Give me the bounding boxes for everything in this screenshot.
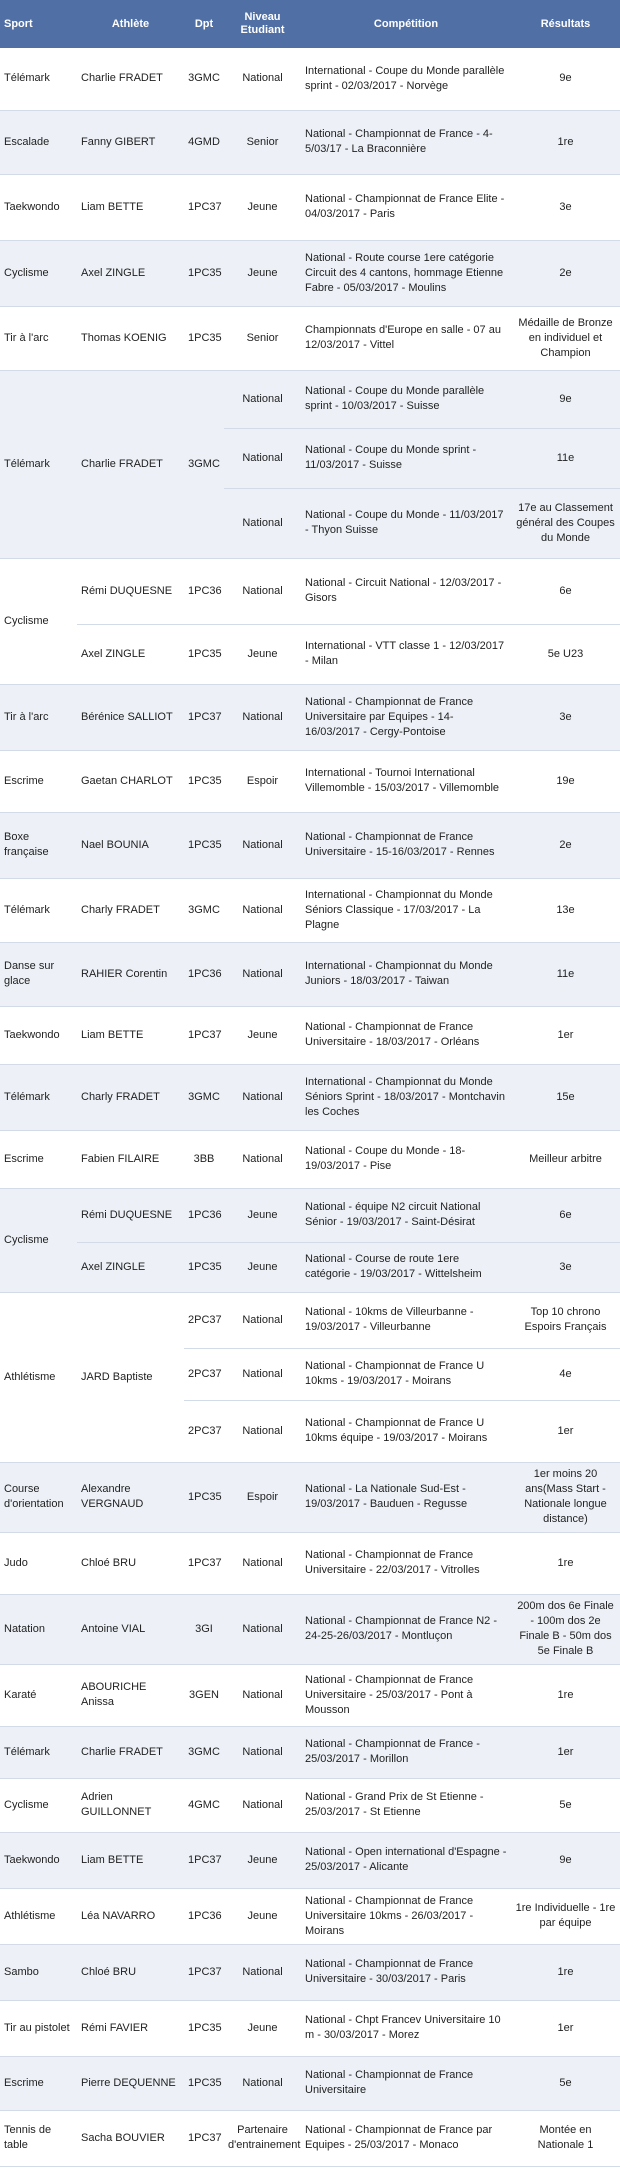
cell-athlete: ABOURICHE Anissa (77, 1664, 184, 1726)
table-row (0, 1188, 620, 1242)
cell-athlete: Liam BETTE (77, 1832, 184, 1888)
cell-dpt: 3GMC (184, 48, 224, 110)
cell-competition: National - 10kms de Villeurbanne - 19/03/2017 - Villeurbanne (301, 1292, 511, 1348)
cell-competition: National - Championnat de France Universitaire par Equipes - 14-16/03/2017 - Cergy-Pontoise (301, 684, 511, 750)
cell-result: 1re Individuelle - 1re par équipe (511, 1888, 620, 1944)
cell-athlete: Rémi FAVIER (77, 2000, 184, 2056)
cell-athlete: Léa NAVARRO (77, 1888, 184, 1944)
cell-niveau: Jeune (224, 624, 301, 684)
cell-sport: Natation (0, 1594, 77, 1664)
table-row (0, 2110, 620, 2166)
table-row (0, 1594, 620, 1664)
cell-result: 11e (511, 942, 620, 1006)
cell-dpt: 1PC37 (184, 1532, 224, 1594)
cell-competition: International - Tournoi International Villemomble - 15/03/2017 - Villemomble (301, 750, 511, 812)
cell-result: 15e (511, 1064, 620, 1130)
cell-niveau: National (224, 1130, 301, 1188)
cell-competition: National - Championnat de France Elite - 04/03/2017 - Paris (301, 174, 511, 240)
cell-result: 19e (511, 750, 620, 812)
cell-dpt: 2PC37 (184, 1292, 224, 1348)
cell-niveau: National (224, 1664, 301, 1726)
cell-sport: Tir au pistolet (0, 2000, 77, 2056)
table-row (0, 240, 620, 306)
cell-niveau: National (224, 942, 301, 1006)
cell-competition: Championnats d'Europe en salle - 07 au 12/03/2017 - Vittel (301, 306, 511, 370)
cell-sport: Course d'orientation (0, 1462, 77, 1532)
table-row (0, 174, 620, 240)
cell-sport: Tir à l'arc (0, 306, 77, 370)
header-competition: Compétition (301, 0, 511, 48)
cell-result: 2e (511, 812, 620, 878)
cell-competition: National - Circuit National - 12/03/2017 - Gisors (301, 558, 511, 624)
cell-niveau: National (224, 1348, 301, 1400)
cell-athlete: Gaetan CHARLOT (77, 750, 184, 812)
cell-result: 200m dos 6e Finale - 100m dos 2e Finale B - 50m dos 5e Finale B (511, 1594, 620, 1664)
header-niveau: Niveau Etudiant (224, 0, 301, 48)
cell-sport: Taekwondo (0, 174, 77, 240)
cell-competition: International - VTT classe 1 - 12/03/2017 - Milan (301, 624, 511, 684)
cell-niveau: National (224, 2056, 301, 2110)
cell-sport: Sambo (0, 1944, 77, 2000)
cell-dpt: 1PC37 (184, 174, 224, 240)
cell-result: 11e (511, 428, 620, 488)
cell-athlete: Pierre DEQUENNE (77, 2056, 184, 2110)
cell-niveau: Senior (224, 306, 301, 370)
cell-sport: Boxe française (0, 812, 77, 878)
cell-athlete: Axel ZINGLE (77, 624, 184, 684)
cell-niveau: National (224, 1532, 301, 1594)
cell-athlete: Thomas KOENIG (77, 306, 184, 370)
cell-result: Montée en Nationale 1 (511, 2110, 620, 2166)
cell-sport: Télémark (0, 48, 77, 110)
cell-dpt: 1PC37 (184, 1944, 224, 2000)
cell-dpt: 1PC35 (184, 1462, 224, 1532)
cell-sport: Taekwondo (0, 1006, 77, 1064)
header-sport: Sport (0, 0, 77, 48)
cell-competition: National - Open international d'Espagne - 25/03/2017 - Alicante (301, 1832, 511, 1888)
cell-result: 1re (511, 1944, 620, 2000)
table-row (0, 1778, 620, 1832)
cell-result: 2e (511, 240, 620, 306)
table-row (0, 1064, 620, 1130)
table-row (0, 750, 620, 812)
cell-competition: National - Championnat de France par Equipes - 25/03/2017 - Monaco (301, 2110, 511, 2166)
cell-competition: National - Coupe du Monde parallèle sprint - 10/03/2017 - Suisse (301, 370, 511, 428)
cell-athlete: Bérénice SALLIOT (77, 684, 184, 750)
cell-athlete: RAHIER Corentin (77, 942, 184, 1006)
cell-niveau: National (224, 812, 301, 878)
cell-athlete: Charlie FRADET (77, 370, 184, 558)
cell-dpt: 1PC35 (184, 750, 224, 812)
cell-result: 3e (511, 1242, 620, 1292)
cell-niveau: National (224, 1064, 301, 1130)
cell-niveau: National (224, 1778, 301, 1832)
table-row (0, 48, 620, 110)
cell-dpt: 1PC35 (184, 240, 224, 306)
cell-competition: National - Championnat de France Universitaire - 30/03/2017 - Paris (301, 1944, 511, 2000)
cell-dpt: 1PC36 (184, 1188, 224, 1242)
cell-athlete: Liam BETTE (77, 1006, 184, 1064)
cell-dpt: 3GMC (184, 878, 224, 942)
cell-dpt: 3GMC (184, 370, 224, 558)
cell-result: 5e U23 (511, 624, 620, 684)
cell-competition: National - Championnat de France U 10kms - 19/03/2017 - Moirans (301, 1348, 511, 1400)
cell-sport: Athlétisme (0, 1292, 77, 1462)
cell-result: 13e (511, 878, 620, 942)
cell-sport: Judo (0, 1532, 77, 1594)
cell-niveau: National (224, 878, 301, 942)
cell-result: 1re (511, 1664, 620, 1726)
cell-sport: Danse sur glace (0, 942, 77, 1006)
table-row (0, 2000, 620, 2056)
cell-competition: National - Coupe du Monde - 11/03/2017 - Thyon Suisse (301, 488, 511, 558)
cell-sport: Karaté (0, 1664, 77, 1726)
table-row (0, 306, 620, 370)
table-row (0, 624, 620, 684)
cell-athlete: Antoine VIAL (77, 1594, 184, 1664)
table-row (0, 1944, 620, 2000)
cell-dpt: 2PC37 (184, 1400, 224, 1462)
cell-sport: Cyclisme (0, 1188, 77, 1292)
cell-dpt: 1PC37 (184, 1006, 224, 1064)
cell-competition: National - La Nationale Sud-Est - 19/03/2017 - Bauduen - Regusse (301, 1462, 511, 1532)
cell-dpt: 1PC37 (184, 2110, 224, 2166)
header-row (0, 0, 620, 48)
header-athlete: Athlète (77, 0, 184, 48)
cell-competition: National - Championnat de France Universitaire - 22/03/2017 - Vitrolles (301, 1532, 511, 1594)
table-body (0, 48, 620, 2166)
cell-result: 6e (511, 1188, 620, 1242)
cell-competition: International - Coupe du Monde parallèle sprint - 02/03/2017 - Norvège (301, 48, 511, 110)
cell-dpt: 1PC36 (184, 1888, 224, 1944)
cell-result: 5e (511, 1778, 620, 1832)
cell-competition: National - Championnat de France Universitaire (301, 2056, 511, 2110)
cell-result: 1er (511, 2000, 620, 2056)
cell-niveau: National (224, 684, 301, 750)
table-row (0, 1292, 620, 1348)
cell-dpt: 1PC35 (184, 1242, 224, 1292)
cell-result: 3e (511, 684, 620, 750)
table-row (0, 370, 620, 428)
table-row (0, 2056, 620, 2110)
cell-dpt: 4GMD (184, 110, 224, 174)
cell-result: 9e (511, 370, 620, 428)
cell-athlete: Adrien GUILLONNET (77, 1778, 184, 1832)
table-row (0, 1242, 620, 1292)
cell-result: 6e (511, 558, 620, 624)
cell-athlete: Nael BOUNIA (77, 812, 184, 878)
cell-result: 1er (511, 1006, 620, 1064)
cell-niveau: Jeune (224, 240, 301, 306)
cell-dpt: 1PC36 (184, 942, 224, 1006)
cell-result: 1er moins 20 ans(Mass Start - Nationale longue distance) (511, 1462, 620, 1532)
cell-sport: Tir à l'arc (0, 684, 77, 750)
table-row (0, 1006, 620, 1064)
cell-competition: National - Coupe du Monde sprint - 11/03/2017 - Suisse (301, 428, 511, 488)
cell-athlete: Rémi DUQUESNE (77, 1188, 184, 1242)
table-row (0, 1888, 620, 1944)
cell-sport: Télémark (0, 1064, 77, 1130)
table-row (0, 1532, 620, 1594)
cell-niveau: Jeune (224, 1888, 301, 1944)
cell-athlete: Fanny GIBERT (77, 110, 184, 174)
cell-sport: Escalade (0, 110, 77, 174)
cell-dpt: 1PC37 (184, 684, 224, 750)
table-row (0, 110, 620, 174)
cell-sport: Escrime (0, 2056, 77, 2110)
cell-sport: Télémark (0, 878, 77, 942)
cell-result: 1er (511, 1726, 620, 1778)
cell-athlete: Alexandre VERGNAUD (77, 1462, 184, 1532)
cell-competition: National - Championnat de France N2 - 24-25-26/03/2017 - Montluçon (301, 1594, 511, 1664)
table-row (0, 878, 620, 942)
cell-niveau: Partenaire d'entrainement (224, 2110, 301, 2166)
cell-dpt: 1PC37 (184, 1832, 224, 1888)
cell-competition: National - Route course 1ere catégorie Circuit des 4 cantons, hommage Etienne Fabre - 05/03/2017 - Moulins (301, 240, 511, 306)
cell-competition: International - Championnat du Monde Séniors Classique - 17/03/2017 - La Plagne (301, 878, 511, 942)
cell-dpt: 2PC37 (184, 1348, 224, 1400)
cell-sport: Cyclisme (0, 1778, 77, 1832)
table-row (0, 1832, 620, 1888)
cell-athlete: Chloé BRU (77, 1532, 184, 1594)
cell-result: 9e (511, 1832, 620, 1888)
cell-competition: National - Championnat de France - 4-5/03/17 - La Braconnière (301, 110, 511, 174)
cell-niveau: Senior (224, 110, 301, 174)
cell-dpt: 3GMC (184, 1064, 224, 1130)
cell-dpt: 1PC35 (184, 812, 224, 878)
cell-competition: International - Championnat du Monde Juniors - 18/03/2017 - Taiwan (301, 942, 511, 1006)
cell-dpt: 1PC35 (184, 624, 224, 684)
table-row (0, 812, 620, 878)
cell-niveau: National (224, 370, 301, 428)
cell-sport: Cyclisme (0, 240, 77, 306)
cell-dpt: 3GI (184, 1594, 224, 1664)
cell-dpt: 1PC35 (184, 2056, 224, 2110)
table-row (0, 1130, 620, 1188)
cell-sport: Escrime (0, 750, 77, 812)
cell-niveau: Jeune (224, 174, 301, 240)
cell-result: 1er (511, 1400, 620, 1462)
cell-result: Top 10 chrono Espoirs Français (511, 1292, 620, 1348)
cell-niveau: National (224, 1400, 301, 1462)
header-dpt: Dpt (184, 0, 224, 48)
cell-competition: National - Championnat de France Universitaire - 18/03/2017 - Orléans (301, 1006, 511, 1064)
cell-niveau: Espoir (224, 750, 301, 812)
cell-competition: National - Championnat de France Universitaire 10kms - 26/03/2017 - Moirans (301, 1888, 511, 1944)
cell-athlete: Fabien FILAIRE (77, 1130, 184, 1188)
cell-niveau: National (224, 1726, 301, 1778)
cell-niveau: Jeune (224, 1832, 301, 1888)
table-row (0, 1462, 620, 1532)
cell-athlete: Charly FRADET (77, 878, 184, 942)
cell-sport: Tennis de table (0, 2110, 77, 2166)
cell-athlete: Charly FRADET (77, 1064, 184, 1130)
cell-sport: Taekwondo (0, 1832, 77, 1888)
cell-dpt: 1PC35 (184, 2000, 224, 2056)
cell-result: Médaille de Bronze en individuel et Champion (511, 306, 620, 370)
cell-athlete: Axel ZINGLE (77, 240, 184, 306)
cell-athlete: Axel ZINGLE (77, 1242, 184, 1292)
cell-athlete: Rémi DUQUESNE (77, 558, 184, 624)
cell-competition: National - Course de route 1ere catégorie - 19/03/2017 - Wittelsheim (301, 1242, 511, 1292)
cell-dpt: 1PC35 (184, 306, 224, 370)
cell-sport: Athlétisme (0, 1888, 77, 1944)
cell-result: 1re (511, 1532, 620, 1594)
cell-niveau: National (224, 48, 301, 110)
cell-competition: National - Championnat de France U 10kms équipe - 19/03/2017 - Moirans (301, 1400, 511, 1462)
cell-competition: International - Championnat du Monde Séniors Sprint - 18/03/2017 - Montchavin les Coches (301, 1064, 511, 1130)
cell-niveau: Jeune (224, 1006, 301, 1064)
header-resultats: Résultats (511, 0, 620, 48)
table-row (0, 1726, 620, 1778)
cell-dpt: 3BB (184, 1130, 224, 1188)
cell-niveau: National (224, 1594, 301, 1664)
cell-niveau: Jeune (224, 1242, 301, 1292)
cell-competition: National - Championnat de France - 25/03/2017 - Morillon (301, 1726, 511, 1778)
cell-result: Meilleur arbitre (511, 1130, 620, 1188)
cell-athlete: Charlie FRADET (77, 48, 184, 110)
cell-result: 5e (511, 2056, 620, 2110)
table-row (0, 942, 620, 1006)
cell-sport: Télémark (0, 370, 77, 558)
cell-niveau: Jeune (224, 1188, 301, 1242)
cell-result: 1re (511, 110, 620, 174)
cell-niveau: National (224, 428, 301, 488)
cell-sport: Escrime (0, 1130, 77, 1188)
table-row (0, 684, 620, 750)
cell-competition: National - Championnat de France Universitaire - 15-16/03/2017 - Rennes (301, 812, 511, 878)
cell-result: 17e au Classement général des Coupes du Monde (511, 488, 620, 558)
table-row (0, 1664, 620, 1726)
cell-competition: National - Coupe du Monde - 18-19/03/2017 - Pise (301, 1130, 511, 1188)
cell-sport: Télémark (0, 1726, 77, 1778)
cell-dpt: 3GEN (184, 1664, 224, 1726)
cell-niveau: National (224, 558, 301, 624)
cell-niveau: National (224, 1944, 301, 2000)
cell-niveau: Espoir (224, 1462, 301, 1532)
cell-sport: Cyclisme (0, 558, 77, 684)
cell-result: 9e (511, 48, 620, 110)
cell-result: 4e (511, 1348, 620, 1400)
cell-result: 3e (511, 174, 620, 240)
cell-competition: National - Championnat de France Universitaire - 25/03/2017 - Pont à Mousson (301, 1664, 511, 1726)
cell-niveau: Jeune (224, 2000, 301, 2056)
cell-athlete: Sacha BOUVIER (77, 2110, 184, 2166)
cell-competition: National - Grand Prix de St Etienne - 25/03/2017 - St Etienne (301, 1778, 511, 1832)
cell-athlete: JARD Baptiste (77, 1292, 184, 1462)
cell-dpt: 1PC36 (184, 558, 224, 624)
cell-niveau: National (224, 1292, 301, 1348)
cell-competition: National - équipe N2 circuit National Sénior - 19/03/2017 - Saint-Désirat (301, 1188, 511, 1242)
cell-athlete: Chloé BRU (77, 1944, 184, 2000)
cell-athlete: Liam BETTE (77, 174, 184, 240)
cell-niveau: National (224, 488, 301, 558)
cell-competition: National - Chpt Francev Universitaire 10 m - 30/03/2017 - Morez (301, 2000, 511, 2056)
cell-dpt: 3GMC (184, 1726, 224, 1778)
cell-dpt: 4GMC (184, 1778, 224, 1832)
table-row (0, 558, 620, 624)
cell-athlete: Charlie FRADET (77, 1726, 184, 1778)
